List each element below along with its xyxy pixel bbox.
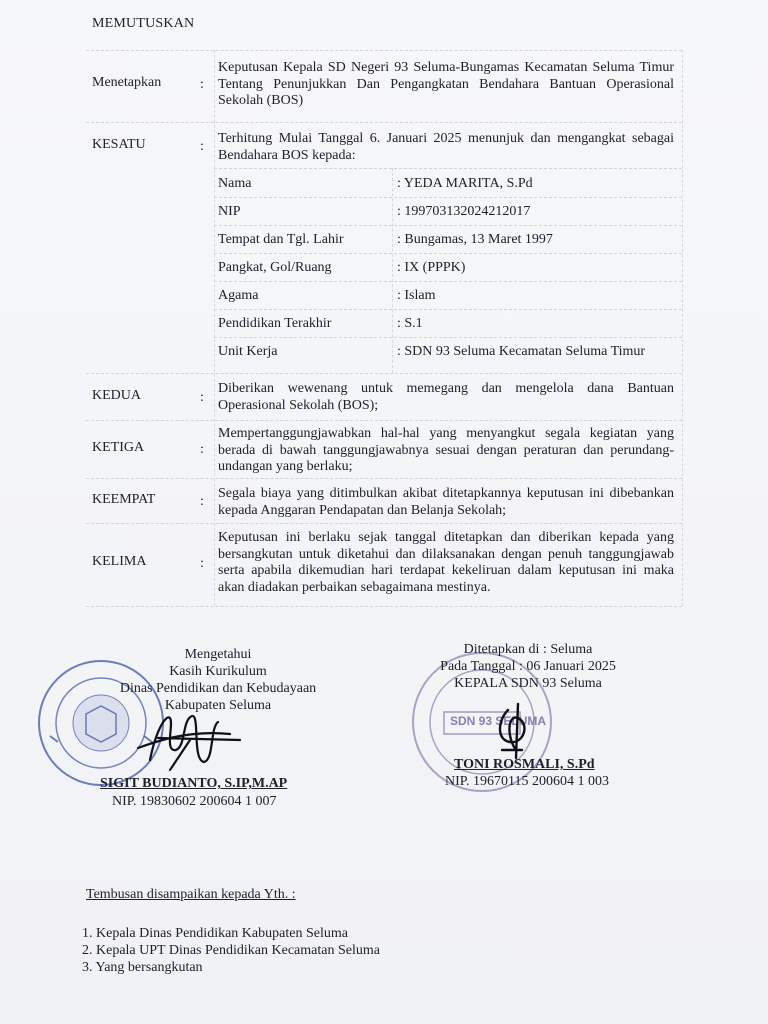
kelima-label: KELIMA bbox=[92, 554, 147, 569]
field-label-nama: Nama bbox=[218, 176, 252, 191]
field-value-nama: : YEDA MARITA, S.Pd bbox=[397, 176, 533, 191]
kelima-text: Keputusan ini berlaku sejak tanggal ditetapkan dan diberikan kepada yang bersangkutan untuk diketahui dan dilaksanakan dengan penuh tanggungjawab serta apabila dikemudian hari terdapat kekeliruan dalam keputusan ini maka akan diadakan perbaikan sebagaimana mestinya. bbox=[218, 530, 674, 595]
table-rule bbox=[86, 606, 682, 607]
field-label-pangkat: Pangkat, Gol/Ruang bbox=[218, 260, 332, 275]
list-item: 1. Kepala Dinas Pendidikan Kabupaten Seluma bbox=[82, 926, 348, 941]
field-label-pendidikan: Pendidikan Terakhir bbox=[218, 316, 332, 331]
field-label-nip: NIP bbox=[218, 204, 241, 219]
right-sig-line3: KEPALA SDN 93 Seluma bbox=[454, 676, 602, 691]
field-value-ttl: : Bungamas, 13 Maret 1997 bbox=[397, 232, 553, 247]
right-signer-nip: NIP. 19670115 200604 1 003 bbox=[445, 774, 609, 789]
signature-left bbox=[130, 700, 250, 780]
field-value-pangkat: : IX (PPPK) bbox=[397, 260, 466, 275]
colon: : bbox=[200, 556, 204, 571]
colon: : bbox=[200, 494, 204, 509]
table-rule bbox=[214, 253, 682, 254]
right-signer-name bbox=[454, 756, 595, 773]
kesatu-text: Terhitung Mulai Tanggal 6. Januari 2025 menunjuk dan mengangkat sebagai Bendahara BOS kepada: bbox=[218, 131, 674, 163]
table-rule bbox=[392, 168, 393, 373]
left-signer-nip: NIP. 19830602 200604 1 007 bbox=[112, 794, 277, 809]
right-sig-line2: Pada Tanggal : 06 Januari 2025 bbox=[440, 659, 616, 674]
colon: : bbox=[200, 139, 204, 154]
field-value-nip: : 199703132024212017 bbox=[397, 204, 531, 219]
colon: : bbox=[200, 390, 204, 405]
table-rule bbox=[86, 523, 682, 524]
ketiga-text: Mempertanggungjawabkan hal-hal yang menyangkut segala kegiatan yang berada di bawah tanggungjawabnya sesuai dengan peraturan dan perundang-undangan yang berlaku; bbox=[218, 426, 674, 474]
left-signer-name bbox=[100, 775, 287, 792]
keempat-text: Segala biaya yang ditimbulkan akibat ditetapkannya keputusan ini dibebankan kepada Anggaran Pendapatan dan Belanja Sekolah; bbox=[218, 486, 674, 518]
kedua-text: Diberikan wewenang untuk memegang dan mengelola dana Bantuan Operasional Sekolah (BOS); bbox=[218, 381, 674, 413]
left-signer-name-text: SIGIT BUDIANTO, S.IP,M.AP bbox=[100, 776, 288, 791]
right-signature-header bbox=[414, 641, 642, 692]
field-label-agama: Agama bbox=[218, 288, 259, 303]
field-value-agama: : Islam bbox=[397, 288, 436, 303]
right-stamp-center: SDN 93 SELUMA bbox=[450, 714, 547, 728]
tembusan-list bbox=[82, 925, 380, 976]
table-rule bbox=[214, 197, 682, 198]
table-rule bbox=[214, 225, 682, 226]
ketiga-label: KETIGA bbox=[92, 440, 145, 455]
field-label-ttl: Tempat dan Tgl. Lahir bbox=[218, 232, 344, 247]
tembusan-title: Tembusan disampaikan kepada Yth. : bbox=[86, 887, 296, 902]
left-sig-line1: Mengetahui bbox=[184, 647, 252, 662]
table-rule bbox=[86, 122, 682, 123]
keempat-label: KEEMPAT bbox=[92, 492, 156, 507]
table-rule bbox=[682, 50, 683, 606]
left-sig-line3: Dinas Pendidikan dan Kebudayaan bbox=[119, 681, 317, 696]
decision-heading: MEMUTUSKAN bbox=[92, 16, 195, 31]
list-item: 2. Kepala UPT Dinas Pendidikan Kecamatan Seluma bbox=[82, 943, 380, 958]
table-rule bbox=[214, 50, 215, 606]
colon: : bbox=[200, 77, 204, 92]
table-rule bbox=[214, 337, 682, 338]
left-sig-line2: Kasih Kurikulum bbox=[169, 664, 267, 679]
table-rule bbox=[214, 168, 682, 169]
menetapkan-label: Menetapkan bbox=[92, 75, 162, 90]
table-rule bbox=[86, 373, 682, 374]
menetapkan-text: Keputusan Kepala SD Negeri 93 Seluma-Bungamas Kecamatan Seluma Timur Tentang Penunjukkan Dan Pengangkatan Bendahara Bantuan Operasional Sekolah (BOS) bbox=[218, 60, 674, 108]
right-signer-name-text: TONI ROSMALI, S.Pd bbox=[454, 757, 595, 772]
table-rule bbox=[214, 309, 682, 310]
field-value-unit-kerja: : SDN 93 Seluma Kecamatan Seluma Timur bbox=[397, 344, 646, 359]
kesatu-label: KESATU bbox=[92, 137, 146, 152]
field-label-unit-kerja: Unit Kerja bbox=[218, 344, 278, 359]
table-rule bbox=[86, 478, 682, 479]
right-sig-line1: Ditetapkan di : Seluma bbox=[463, 642, 593, 657]
table-rule bbox=[86, 420, 682, 421]
left-sig-line4: Kabupaten Seluma bbox=[164, 698, 272, 713]
table-rule bbox=[86, 50, 682, 51]
kedua-label: KEDUA bbox=[92, 388, 141, 403]
list-item: 3. Yang bersangkutan bbox=[82, 960, 203, 975]
table-rule bbox=[214, 281, 682, 282]
field-value-pendidikan: : S.1 bbox=[397, 316, 423, 331]
signature-right bbox=[488, 700, 548, 762]
colon: : bbox=[200, 442, 204, 457]
